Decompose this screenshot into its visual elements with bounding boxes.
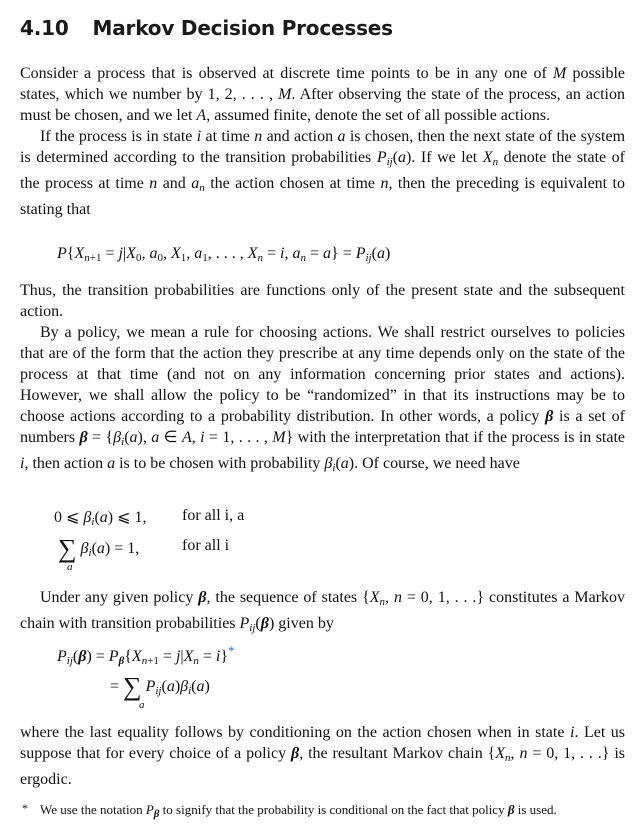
equation-policy-sum: = ∑ $P_{ij}(a)\beta_i(a)$: [110, 672, 210, 701]
paragraph-ergodic: where the last equality follows by conditioning on the action chosen when in state i. Let us suppose that for every choice of a policy β, the resultant Markov chain {$X_n$, n = 0, 1, . . .} is ergodic.: [20, 724, 626, 788]
section-title: Markov Decision Processes: [92, 16, 393, 40]
constraint-bounds-qualifier: for all i, a: [182, 507, 245, 524]
paragraph-markov-chain: Under any given policy β, the sequence of states {$X_n$, n = 0, 1, . . .} constitutes a Markov chain with transition probabilities $P_{ij}(\beta)$ given by: [20, 589, 626, 634]
section-number: 4.10: [20, 16, 69, 40]
sum-index-2: a: [139, 699, 145, 711]
footnote-marker: *: [228, 643, 235, 658]
paragraph-intro: Consider a process that is observed at discrete time points to be in any one of M possible states, which we number by 1, 2, . . . , M. After observing the state of the process, an action must be chosen, and we let A, assumed finite, denote the set of all possible actions. If the process is in state i at time n and action a is chosen, then the next state of the system is determined according to the transition probabilities $P_{ij}(a)$. If we let $X_n$ denote the state of the process at time n and $a_n$ the action chosen at time n, then the preceding is equivalent to stating that: [20, 65, 626, 218]
equation-transition: $P\{X_{n+1} = j|X_0$, $a_0$, $X_1$, $a_1$, . . . , $X_n = i$, $a_n = a\} = P_{ij}(a)$: [57, 245, 391, 264]
constraint-sum-qualifier: for all i: [182, 537, 230, 554]
footnote-text: We use the notation $P_\beta$ to signify that the probability is conditional on the fact that policy β is used.: [40, 802, 557, 820]
constraint-bounds: 0 ⩽ $\beta_i(a)$ ⩽ 1,: [54, 509, 147, 528]
paragraph-policy: Thus, the transition probabilities are functions only of the present state and the subsequent action. By a policy, we mean a rule for choosing actions. We shall restrict ourselves to policies that are of the form that the action they prescribe at any time depends only on the state of the process at that time (and not on any information concerning prior states and actions). However, we shall allow the policy to be “randomized” in that its instructions may be to choose actions according to a probability distribution. In other words, a policy β is a set of numbers $\beta = \{\beta_i(a)$, a ∈ A, i = 1, . . . , M} with the interpretation that if the process is in state i, then action a is to be chosen with probability $\beta_i(a)$. Of course, we need have: [20, 282, 626, 474]
constraint-sum: ∑ $\beta_i(a) = 1$,: [58, 534, 140, 563]
section-heading: [20, 16, 393, 40]
sum-index: a: [67, 561, 73, 573]
footnote-star: *: [22, 801, 28, 815]
equation-policy-prob: $P_{ij}(\beta) = P_\beta\{X_{n+1} = j|X_n = i\}^*$: [57, 643, 235, 667]
